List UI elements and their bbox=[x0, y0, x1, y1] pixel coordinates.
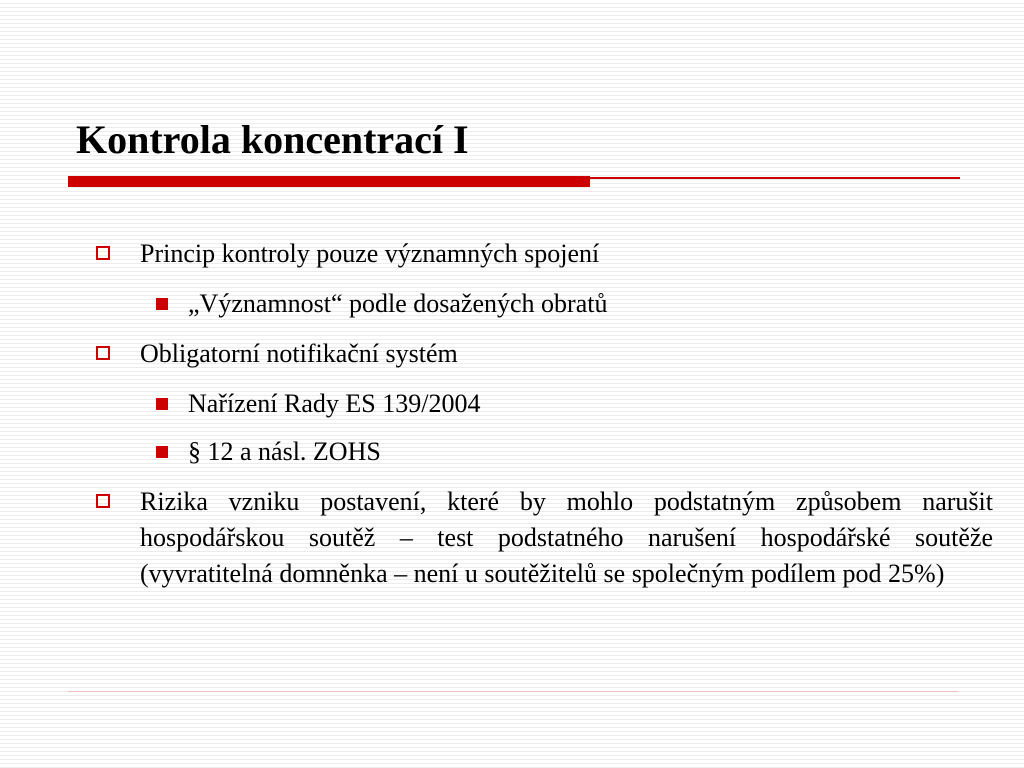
filled-square-bullet-icon bbox=[156, 398, 168, 410]
bullet-text-paragraph: Rizika vzniku postavení, které by mohlo podstatným způsobem narušit hospodářskou soutěž – test podstatného narušení hospodářské soutěže (vyvratitelná domněnka – není u soutěžitelů se společným podílem pod 25%) bbox=[140, 487, 993, 588]
filled-square-bullet-icon bbox=[156, 446, 168, 458]
filled-square-bullet-icon bbox=[156, 298, 168, 310]
title-underline-thin bbox=[590, 177, 960, 179]
hollow-square-bullet-icon bbox=[96, 346, 110, 360]
bullet-text: § 12 a násl. ZOHS bbox=[188, 437, 381, 466]
bullet-text: Obligatorní notifikační systém bbox=[140, 339, 458, 368]
title-underline-thick bbox=[68, 176, 590, 187]
bullet-text: „Významnost“ podle dosažených obratů bbox=[188, 289, 608, 318]
bullet-text: Princip kontroly pouze významných spojení bbox=[140, 239, 600, 268]
hollow-square-bullet-icon bbox=[96, 494, 110, 508]
bullet-text: Nařízení Rady ES 139/2004 bbox=[188, 389, 481, 418]
slide-title: Kontrola koncentrací I bbox=[76, 117, 469, 162]
footer-divider bbox=[68, 691, 958, 692]
hollow-square-bullet-icon bbox=[96, 246, 110, 260]
